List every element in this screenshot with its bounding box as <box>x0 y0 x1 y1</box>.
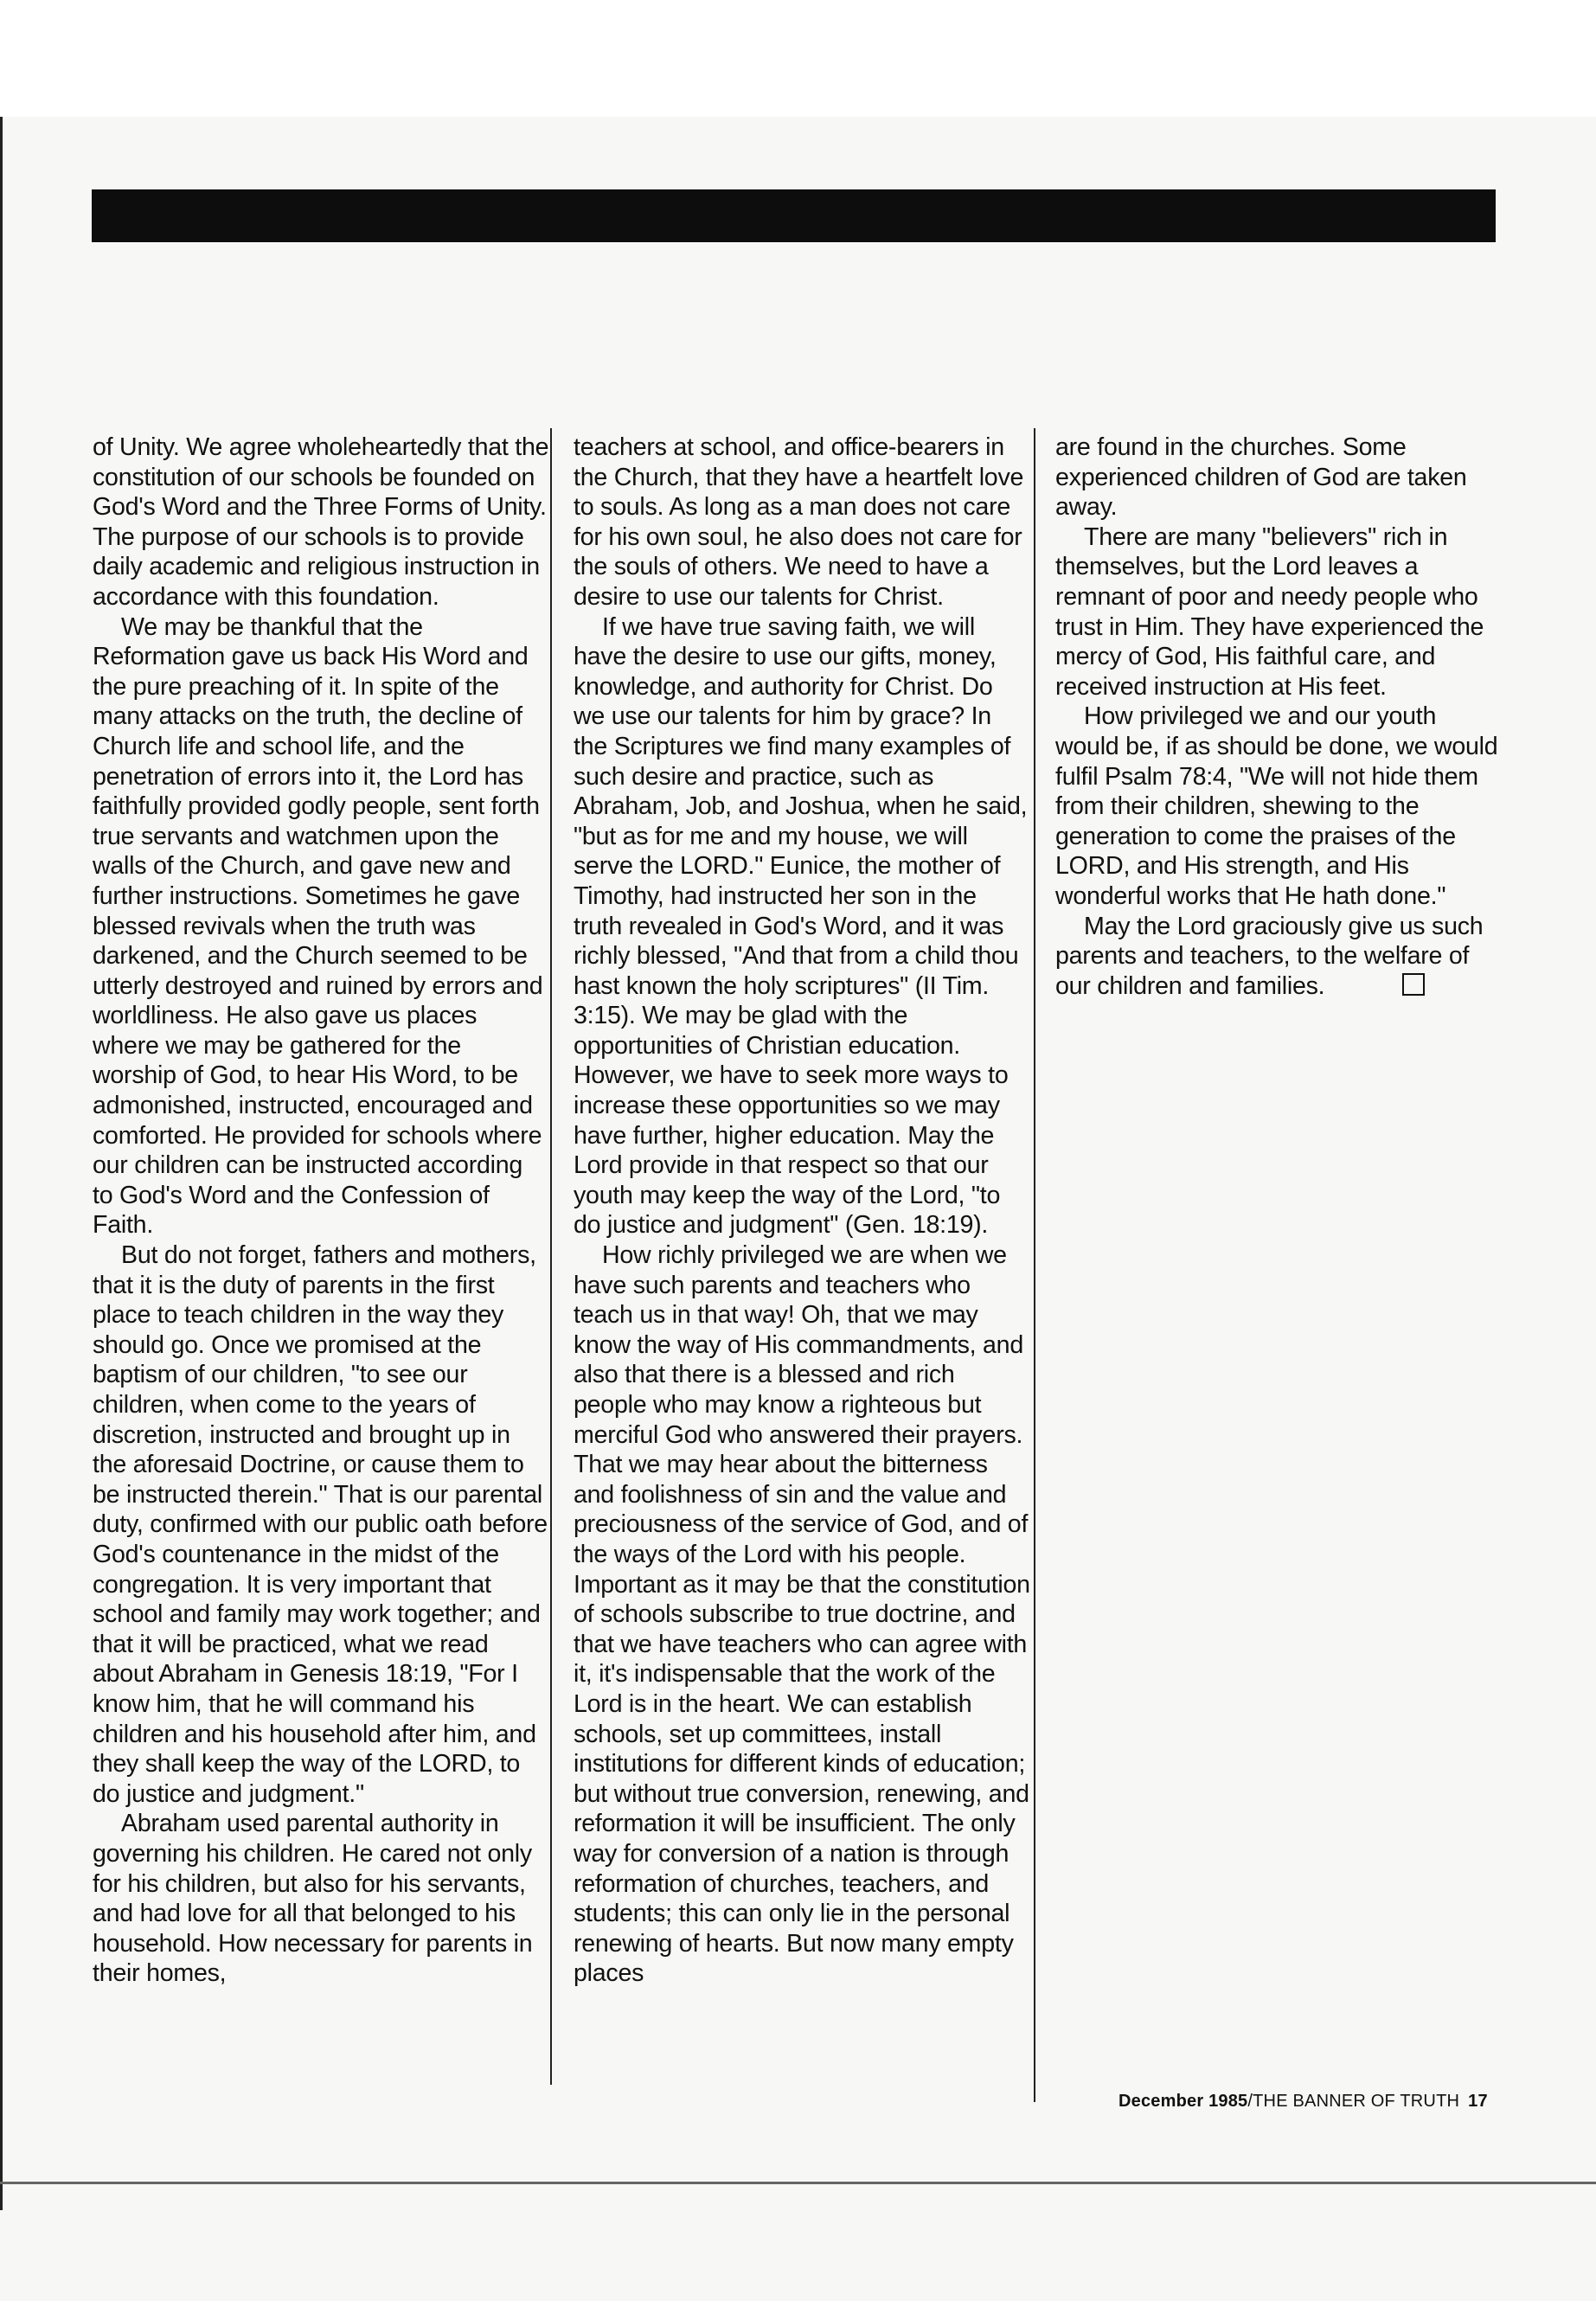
header-bar <box>92 189 1496 242</box>
page-number: 17 <box>1468 2092 1488 2111</box>
end-of-article-icon <box>1402 973 1425 996</box>
text-column-1 <box>93 433 549 1989</box>
paragraph: There are many "believers" rich in themselves, but the Lord leaves a remnant of poor and needy people who trust in Him. They have experienced the mercy of God, His faithful care, and received instruction at His feet. <box>1055 522 1484 701</box>
text-column-3 <box>1055 433 1502 1001</box>
issue-date: December 1985 <box>1118 2092 1248 2111</box>
paragraph: are found in the churches. Some experienced children of God are taken away. <box>1055 433 1467 522</box>
column-divider <box>1034 428 1035 2102</box>
paragraph: of Unity. We agree wholeheartedly that the constitution of our schools be founded on God's Word and the Three Forms of Unity. The purpose of our schools is to provide daily academic and religious instruction in accordance with this foundation. <box>93 433 549 611</box>
paragraph: If we have true saving faith, we will have the desire to use our gifts, money, knowledge, and authority for Christ. Do we use our talents for him by grace? In the Scriptures we find many examples of such desire and practice, such as Abraham, Job, and Joshua, when he said, "but as for me and my house, we will serve the LORD." Eunice, the mother of Timothy, had instructed her son in the truth revealed in God's Word, and it was richly blessed, "And that from a child thou hast known the holy scriptures" (II Tim. 3:15). We may be glad with the opportunities of Christian education. However, we have to seek more ways to increase these opportunities so we may have further, higher education. May the Lord provide in that respect so that our youth may keep the way of the Lord, "to do justice and judgment" (Gen. 18:19). <box>574 612 1028 1240</box>
paragraph: How richly privileged we are when we have such parents and teachers who teach us in that way! Oh, that we may know the way of His commandments, and also that there is a blessed and rich people who may know a righteous but merciful God who answered their prayers. That we may hear about the bitterness and foolishness of sin and the value and preciousness of the service of God, and of the ways of the Lord with his people. Important as it may be that the constitution of schools subscribe to true doctrine, and that we have teachers who can agree with it, it's indispensable that the work of the Lord is in the heart. We can establish schools, set up committees, install institutions for different kinds of education; but without true conversion, renewing, and reformation it will be insufficient. The only way for conversion of a nation is through reformation of churches, teachers, and students; this can only lie in the personal renewing of hearts. But now many empty places <box>574 1241 1030 1988</box>
text-column-2 <box>574 433 1030 1989</box>
scan-margin-top <box>0 0 1596 117</box>
paragraph: teachers at school, and office-bearers in the Church, that they have a heartfelt love to souls. As long as a man does not care for his own soul, he also does not care for the souls of others. We need to have a desire to use our talents for Christ. <box>574 433 1024 611</box>
closing-sentence: May the Lord graciously give us such parents and teachers, to the welfare of our children and families. <box>1055 912 1484 1000</box>
paragraph: But do not forget, fathers and mothers, that it is the duty of parents in the first place to teach children in the way they should go. Once we promised at the baptism of our children, "to see our children, when come to the years of discretion, instructed and brought up in the aforesaid Doctrine, or cause them to be instructed therein." That is our parental duty, confirmed with our public oath before God's countenance in the midst of the congregation. It is very important that school and family may work together; and that it will be practiced, what we read about Abraham in Genesis 18:19, "For I know him, that he will command his children and his household after him, and they shall keep the way of the LORD, to do justice and judgment." <box>93 1241 548 1808</box>
paragraph: How privileged we and our youth would be, if as should be done, we would fulfil Psalm 78:4, "We will not hide them from their children, shewing to the generation to come the praises of the LORD, and His strength, and His wonderful works that He hath done." <box>1055 702 1498 910</box>
column-divider <box>550 428 552 2085</box>
scan-left-edge <box>0 117 3 2210</box>
paragraph: Abraham used parental authority in governing his children. He cared not only for his children, but also for his servants, and had love for all that belonged to his household. How necessary for parents in their homes, <box>93 1810 533 1988</box>
page-footer <box>1118 2092 1508 2112</box>
page-bottom-edge <box>0 2182 1596 2184</box>
publication-name: THE BANNER OF TRUTH <box>1253 2092 1460 2111</box>
footer-separator: / <box>1247 2092 1253 2111</box>
paragraph <box>1055 912 1502 1002</box>
paragraph: We may be thankful that the Reformation gave us back His Word and the pure preaching of it. In spite of the many attacks on the truth, the decline of Church life and school life, and the penetration of errors into it, the Lord has faithfully provided godly people, sent forth true servants and watchmen upon the walls of the Church, and gave new and further instructions. Sometimes he gave blessed revivals when the truth was darkened, and the Church seemed to be utterly destroyed and ruined by errors and worldliness. He also gave us places where we may be gathered for the worship of God, to hear His Word, to be admonished, instructed, encouraged and comforted. He provided for schools where our children can be instructed according to God's Word and the Confession of Faith. <box>93 612 543 1240</box>
